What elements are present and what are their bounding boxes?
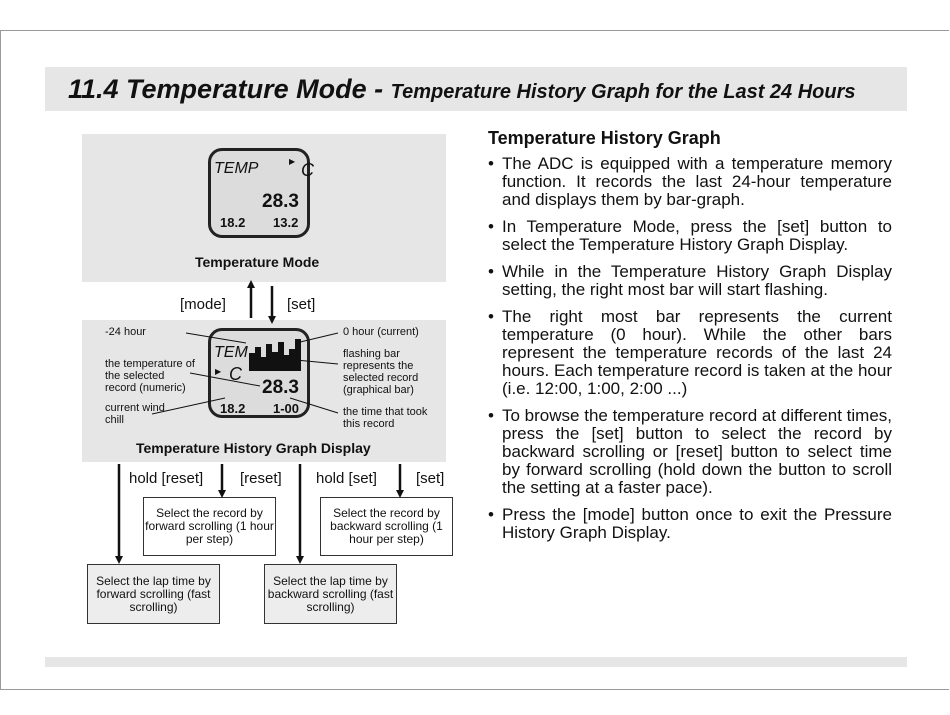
box-backward-record: Select the record by backward scrolling (1 hour per step) bbox=[320, 497, 453, 556]
lcd-temp-label: TEMP bbox=[214, 160, 259, 177]
box-forward-lap: Select the lap time by forward scrolling (fast scrolling) bbox=[87, 564, 220, 624]
hold-reset-label: hold [reset] bbox=[129, 470, 204, 487]
bullet-item: • The right most bar represents the current temperature (0 hour). While the other bars represent the temperature records of the last 24 hours. Each temperature record is taken at the hour (i.e. 12:00, 1:00, 2:00 ...) bbox=[488, 307, 892, 398]
description-column bbox=[488, 128, 892, 551]
lcd-unit: C bbox=[301, 160, 314, 180]
bullet-item: • While in the Temperature History Graph Display setting, the right most bar will start flashing. bbox=[488, 262, 892, 299]
box-backward-lap: Select the lap time by backward scrolling (fast scrolling) bbox=[264, 564, 397, 624]
description-heading: Temperature History Graph bbox=[488, 128, 721, 148]
footer-band bbox=[45, 657, 907, 667]
page-title-main: 11.4 Temperature Mode - bbox=[68, 74, 391, 104]
set-button-label: [set] bbox=[287, 296, 316, 313]
callout-record-time: the time that took this record bbox=[343, 406, 428, 430]
bullet-item: • The ADC is equipped with a temperature memory function. It records the last 24-hour temperature and displays them by bar-graph. bbox=[488, 154, 892, 209]
callout-minus24-hour: -24 hour bbox=[105, 326, 146, 338]
lcd-big-value: 28.3 bbox=[262, 191, 299, 212]
lcd-graph-low-left: 18.2 bbox=[220, 401, 246, 416]
set-label: [set] bbox=[416, 470, 445, 487]
reset-label: [reset] bbox=[240, 470, 282, 487]
leader-record-time bbox=[290, 398, 338, 413]
callout-selected-temperature: the temperature of the selected record (numeric) bbox=[105, 358, 195, 394]
lcd-arrow-icon: ▶ bbox=[289, 157, 296, 166]
graph-display-caption: Temperature History Graph Display bbox=[136, 440, 371, 456]
lcd-graph-unit: C bbox=[229, 364, 242, 384]
callout-wind-chill: current wind chill bbox=[105, 402, 165, 426]
hold-set-label: hold [set] bbox=[316, 470, 377, 487]
lcd-graph-arrow-icon: ▶ bbox=[215, 367, 222, 376]
leader-minus24 bbox=[186, 333, 246, 343]
lcd-low-left: 18.2 bbox=[220, 215, 246, 230]
lcd-low-right: 13.2 bbox=[273, 215, 299, 230]
leader-zero-hour bbox=[296, 333, 338, 343]
lcd-graph-low-right: 1-00 bbox=[273, 401, 300, 416]
lcd-graph-big-value: 28.3 bbox=[262, 377, 299, 398]
page-title-sub: Temperature History Graph for the Last 24 Hours bbox=[390, 81, 856, 103]
bullet-item: • To browse the temperature record at different times, press the [set] button to select the record by backward scrolling or [reset] button to select time by forward scrolling (hold down the button to scroll the setting at a faster pace). bbox=[488, 406, 892, 497]
box-forward-record: Select the record by forward scrolling (1 hour per step) bbox=[143, 497, 276, 556]
leader-flashing-bar bbox=[296, 360, 338, 364]
callout-zero-hour: 0 hour (current) bbox=[343, 326, 419, 338]
bullet-item: • In Temperature Mode, press the [set] button to select the Temperature History Graph Display. bbox=[488, 217, 892, 254]
mode-button-label: [mode] bbox=[180, 296, 226, 313]
temperature-mode-caption: Temperature Mode bbox=[195, 254, 320, 270]
lcd-graph-temp-label: TEM bbox=[214, 344, 248, 361]
leader-windchill bbox=[152, 398, 225, 414]
leader-temperature bbox=[190, 373, 260, 386]
bullet-item: • Press the [mode] button once to exit the Pressure History Graph Display. bbox=[488, 505, 892, 542]
callout-flashing-bar: flashing bar represents the selected record (graphical bar) bbox=[343, 348, 419, 396]
